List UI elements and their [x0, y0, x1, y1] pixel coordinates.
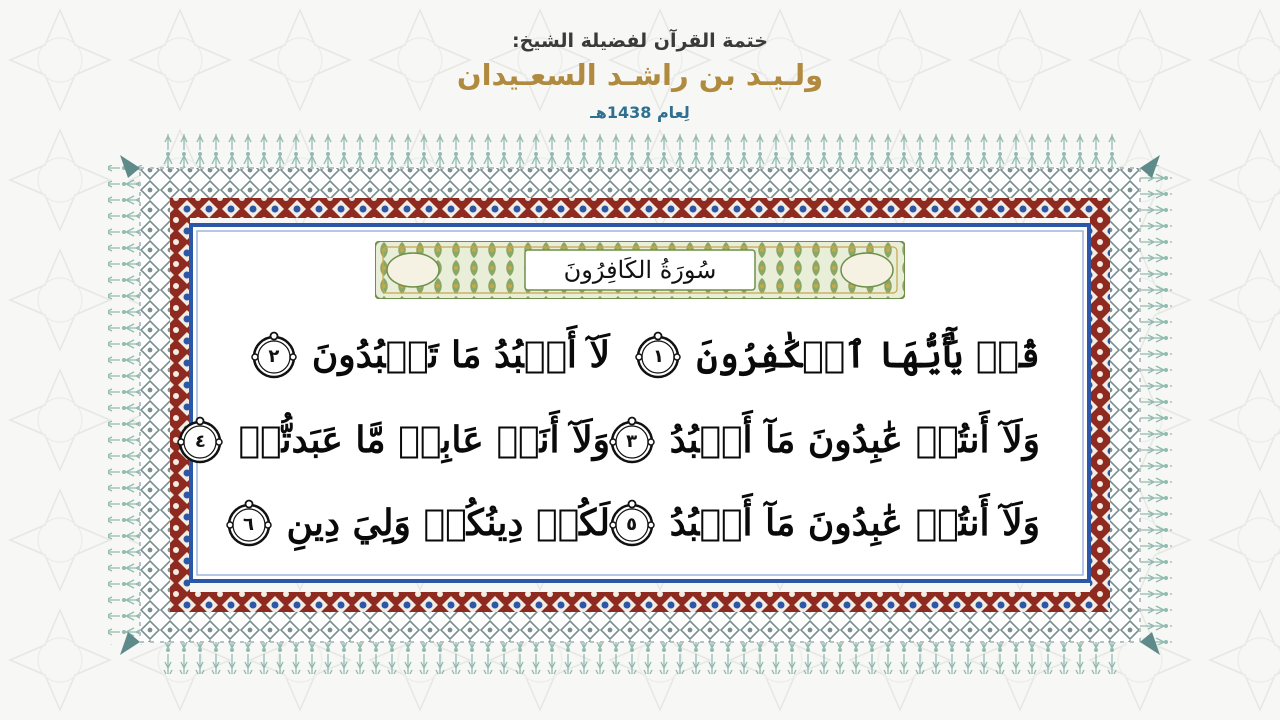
khatma-title: ختمة القرآن لفضيلة الشيخ: [511, 30, 769, 52]
ayah-number-marker: ٢ [250, 331, 298, 379]
verse-text: وَلَآ أَنَا۠ عَابِدٞ مَّا عَبَدتُّمۡ [238, 419, 610, 461]
verse-text: وَلَآ أَنتُمۡ عَٰبِدُونَ مَآ أَعۡبُدُ [669, 502, 1040, 544]
verse-2 [260, 325, 610, 385]
verse-text: لَآ أَعۡبُدُ مَا تَعۡبُدُونَ [311, 334, 610, 376]
verse-text: وَلَآ أَنتُمۡ عَٰبِدُونَ مَآ أَعۡبُدُ [669, 419, 1040, 461]
verse-4 [194, 410, 610, 470]
ayah-number-marker: ٥ [608, 499, 656, 547]
verse-5 [620, 493, 1040, 553]
verse-text: لَكُمۡ دِينُكُمۡ وَلِيَ دِينِ [286, 502, 610, 544]
ayah-number-marker: ١ [634, 331, 682, 379]
ayah-number-marker: ٤ [176, 416, 224, 464]
verse-6 [243, 493, 610, 553]
verse-3 [620, 410, 1040, 470]
reciter-name: ولـيـد بن راشـد السعـيدان [456, 58, 824, 92]
ayah-number-marker: ٣ [608, 416, 656, 464]
ayah-number-marker: ٦ [225, 499, 273, 547]
verse-1 [620, 325, 1040, 385]
year-label: لِعام 1438هـ [590, 103, 690, 122]
surah-name: سُورَةُ الكَافِرُونَ [563, 256, 717, 284]
verse-text: قُلۡ يَٰٓأَيُّهَا ٱلۡكَٰفِرُونَ [696, 334, 1040, 376]
